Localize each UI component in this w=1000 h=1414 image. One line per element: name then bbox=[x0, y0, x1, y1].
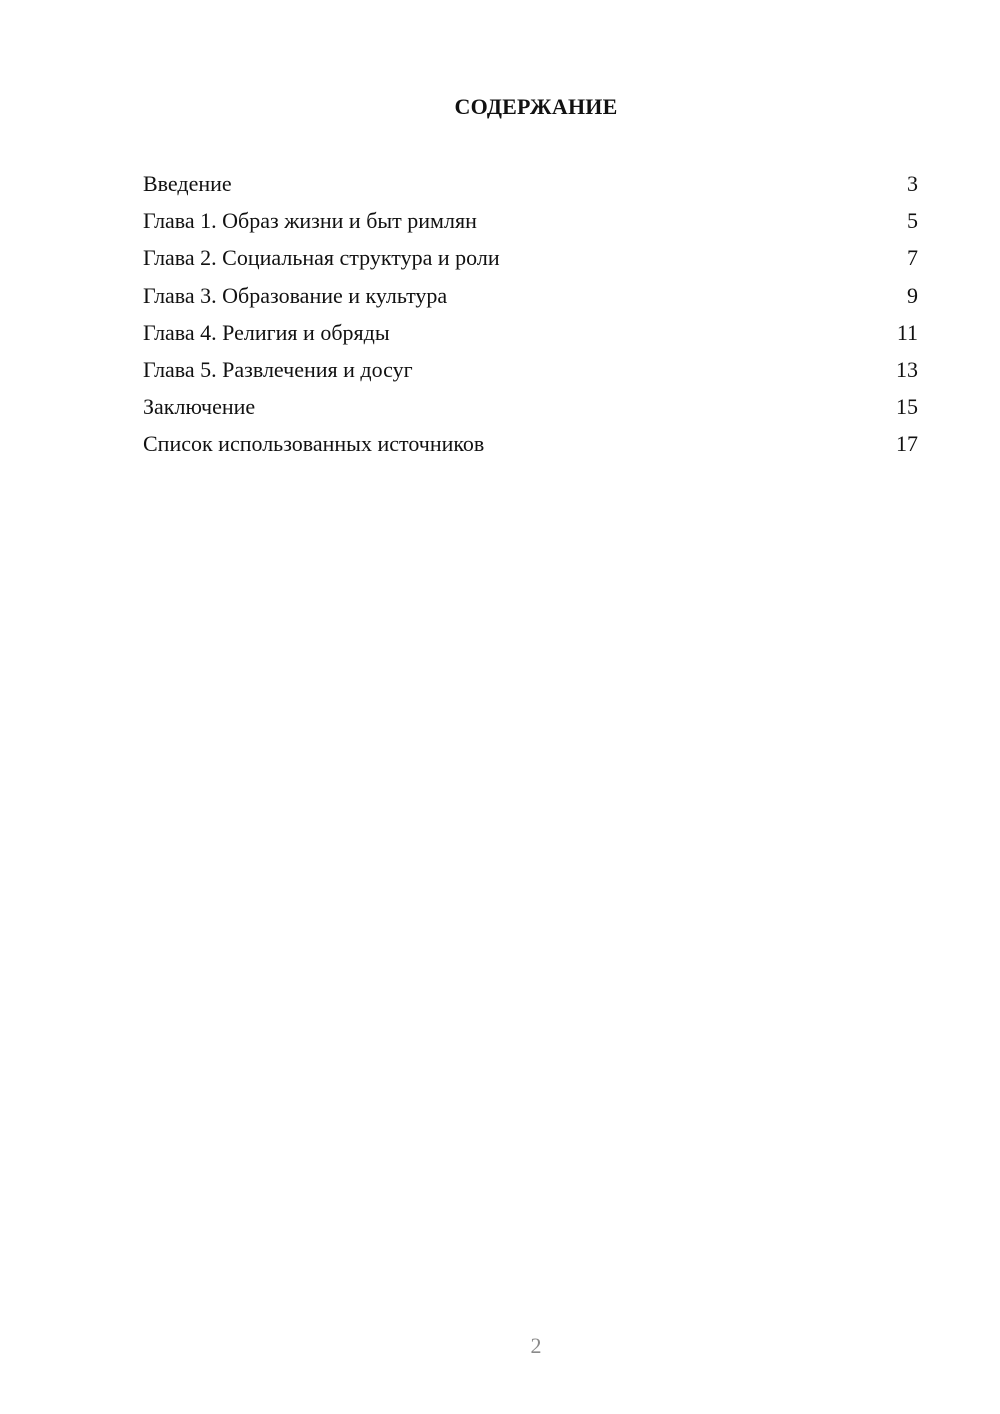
toc-entry-label: Глава 1. Образ жизни и быт римлян bbox=[143, 208, 477, 234]
toc-entry-label: Глава 5. Развлечения и досуг bbox=[143, 356, 413, 382]
toc-entry-conclusion[interactable] bbox=[143, 391, 918, 428]
toc-entry-chapter-4[interactable] bbox=[143, 317, 918, 354]
toc-entry-page: 11 bbox=[896, 319, 918, 345]
toc-entry-page: 7 bbox=[907, 245, 918, 271]
toc-entry-chapter-5[interactable] bbox=[143, 354, 918, 391]
toc-entry-references[interactable] bbox=[143, 428, 918, 465]
toc-entry-chapter-2[interactable] bbox=[143, 242, 918, 279]
toc-entry-page: 13 bbox=[896, 356, 918, 382]
toc-entry-page: 3 bbox=[907, 171, 918, 196]
toc-entry-label: Глава 2. Социальная структура и роли bbox=[143, 245, 500, 271]
toc-entry-page: 15 bbox=[896, 394, 918, 420]
toc-entry-label: Глава 4. Религия и обряды bbox=[143, 319, 390, 345]
toc-entry-page: 9 bbox=[907, 282, 918, 308]
toc-entry-label: Список использованных источников bbox=[143, 431, 485, 457]
toc-entry-page: 17 bbox=[896, 431, 918, 457]
toc-entry-chapter-3[interactable] bbox=[143, 280, 918, 317]
toc-entry-introduction[interactable] bbox=[143, 168, 918, 205]
page-number: 2 bbox=[530, 1333, 542, 1358]
toc-entry-page: 5 bbox=[907, 208, 918, 234]
toc-entry-label: Глава 3. Образование и культура bbox=[143, 282, 448, 308]
toc-entry-label: Введение bbox=[143, 171, 232, 196]
toc-entry-chapter-1[interactable] bbox=[143, 205, 918, 242]
page-title: СОДЕРЖАНИЕ bbox=[454, 94, 618, 119]
table-of-contents bbox=[143, 168, 918, 466]
toc-entry-label: Заключение bbox=[143, 394, 256, 420]
